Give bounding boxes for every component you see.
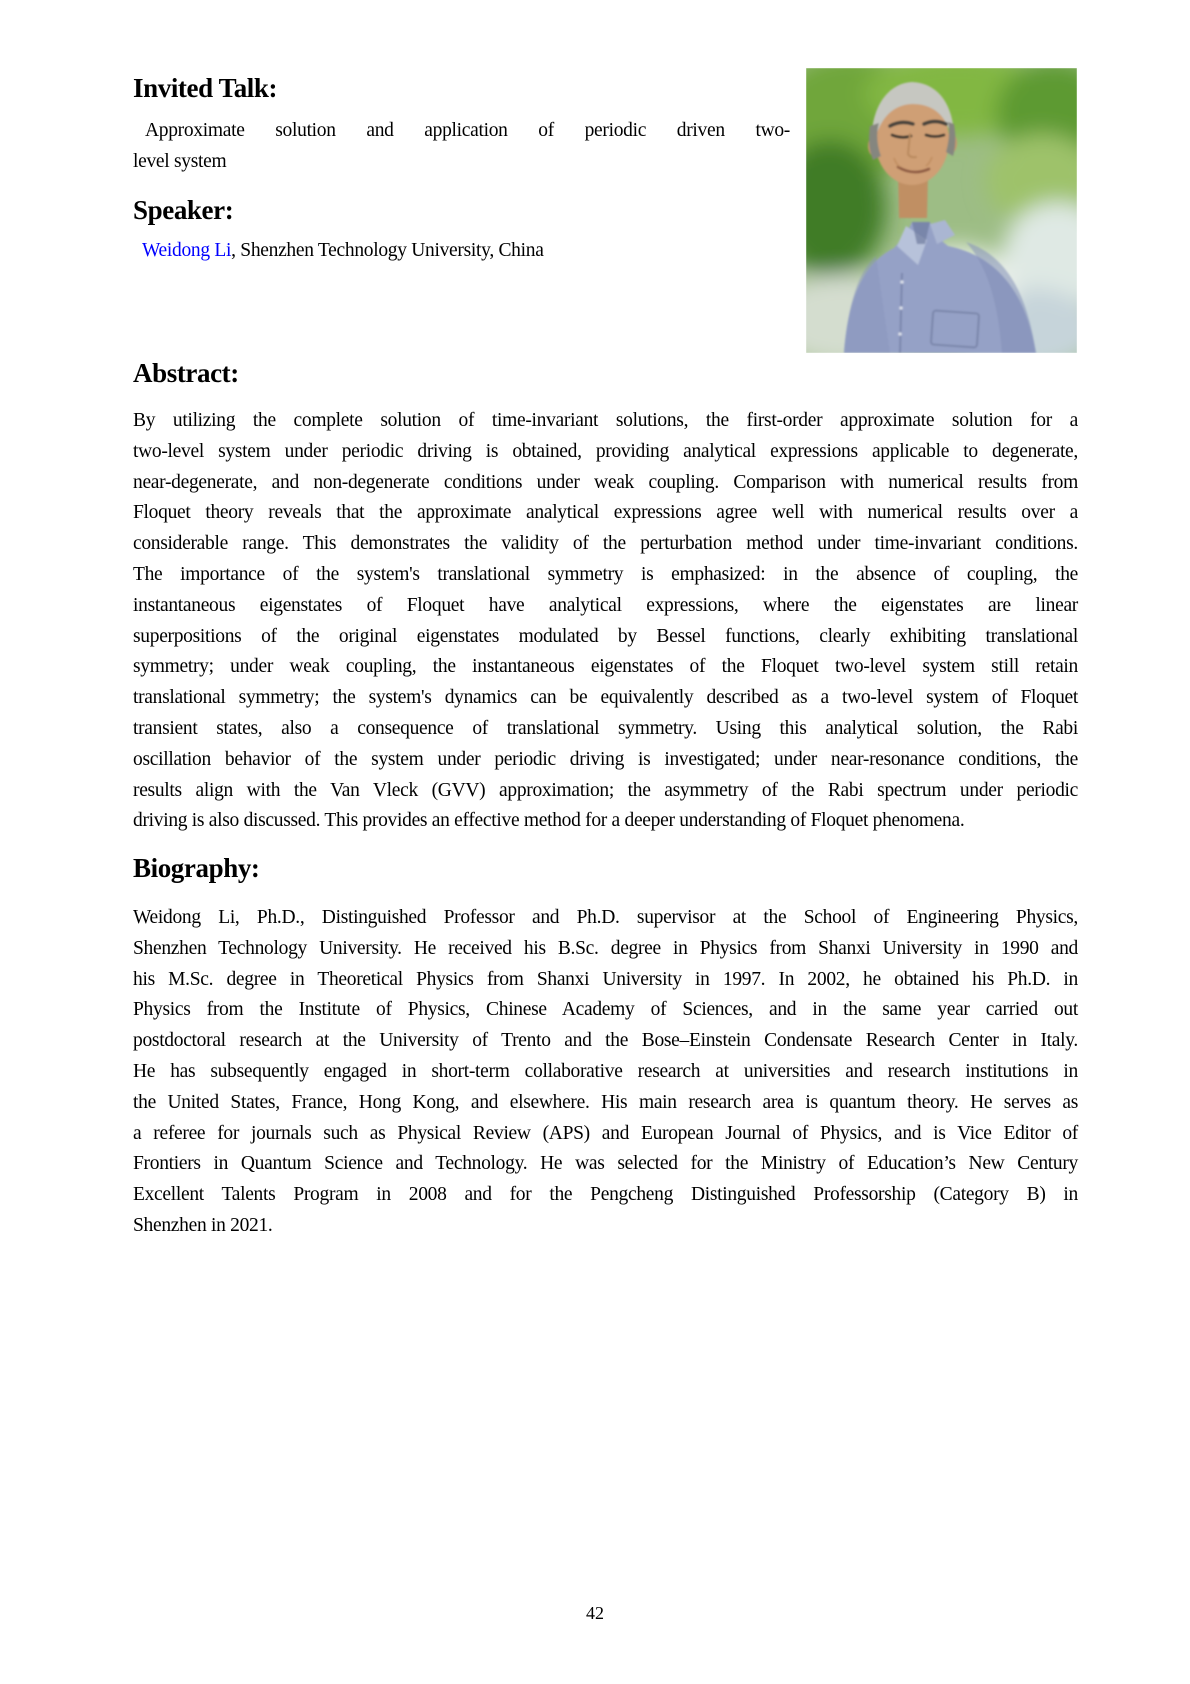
invited-talk-heading: Invited Talk:: [133, 73, 278, 103]
abstract-line: two-level system under periodic driving is obtained, providing analytical expressions applicable to degenerate,: [133, 440, 1078, 462]
speaker-photo: [806, 68, 1077, 353]
biography-line: Shenzhen Technology University. He received his B.Sc. degree in Physics from Shanxi University in 1990 and: [133, 937, 1078, 959]
biography-line: Excellent Talents Program in 2008 and for the Pengcheng Distinguished Professorship (Category B) in: [133, 1184, 1078, 1206]
abstract-line: superpositions of the original eigenstates modulated by Bessel functions, clearly exhibiting translational: [133, 625, 1078, 647]
speaker-heading: Speaker:: [133, 195, 234, 225]
abstract-line: considerable range. This demonstrates the validity of the perturbation method under time-invariant conditions.: [133, 533, 1078, 555]
abstract-line: results align with the Van Vleck (GVV) approximation; the asymmetry of the Rabi spectrum under periodic: [133, 779, 1078, 801]
talk-title-line: Approximate solution and application of periodic driven two-: [145, 120, 790, 141]
speaker-affiliation: , Shenzhen Technology University, China: [231, 240, 544, 261]
abstract-line: near-degenerate, and non-degenerate conditions under weak coupling. Comparison with numerical results from: [133, 471, 1078, 493]
biography-line: postdoctoral research at the University of Trento and the Bose–Einstein Condensate Research Center in Italy.: [133, 1030, 1078, 1052]
biography-line: his M.Sc. degree in Theoretical Physics from Shanxi University in 1997. In 2002, he obtained his Ph.D. in: [133, 968, 1078, 990]
speaker-portrait-image: [806, 68, 1077, 353]
biography-line: Frontiers in Quantum Science and Technology. He was selected for the Ministry of Education’s New Century: [133, 1153, 1078, 1175]
abstract-line: oscillation behavior of the system under periodic driving is investigated; under near-resonance conditions, the: [133, 748, 1078, 770]
speaker-line: [133, 236, 544, 267]
talk-title-line: level system: [133, 150, 227, 172]
biography-line: Weidong Li, Ph.D., Distinguished Professor and Ph.D. supervisor at the School of Engineering Physics,: [133, 907, 1078, 928]
page-number: 42: [586, 1603, 604, 1623]
speaker-name-link[interactable]: Weidong Li: [142, 240, 232, 261]
biography-line: Shenzhen in 2021.: [133, 1214, 273, 1236]
abstract-line: driving is also discussed. This provides an effective method for a deeper understanding of Floquet phenomena.: [133, 810, 965, 832]
abstract-line: symmetry; under weak coupling, the instantaneous eigenstates of the Floquet two-level system still retain: [133, 656, 1078, 678]
talk-title: [133, 116, 790, 178]
biography-line: the United States, France, Hong Kong, and elsewhere. His main research area is quantum theory. He serves as: [133, 1091, 1078, 1113]
abstract-line: translational symmetry; the system's dynamics can be equivalently described as a two-level system of Floquet: [133, 687, 1078, 709]
abstract-heading: Abstract:: [133, 358, 239, 388]
abstract-line: transient states, also a consequence of translational symmetry. Using this analytical solution, the Rabi: [133, 717, 1078, 739]
abstract-line: By utilizing the complete solution of time-invariant solutions, the first-order approximate solution for a: [133, 410, 1078, 431]
abstract-line: The importance of the system's translational symmetry is emphasized: in the absence of coupling, the: [133, 563, 1078, 585]
biography-text: [133, 903, 1078, 1242]
abstract-line: Floquet theory reveals that the approximate analytical expressions agree well with numerical results over a: [133, 502, 1078, 524]
biography-line: He has subsequently engaged in short-term collaborative research at universities and research institutions in: [133, 1060, 1078, 1082]
abstract-line: instantaneous eigenstates of Floquet have analytical expressions, where the eigenstates are linear: [133, 594, 1078, 616]
biography-line: a referee for journals such as Physical Review (APS) and European Journal of Physics, and is Vice Editor of: [133, 1122, 1078, 1144]
abstract-text: [133, 406, 1078, 837]
biography-line: Physics from the Institute of Physics, Chinese Academy of Sciences, and in the same year carried out: [133, 999, 1078, 1021]
biography-heading: Biography:: [133, 853, 260, 883]
